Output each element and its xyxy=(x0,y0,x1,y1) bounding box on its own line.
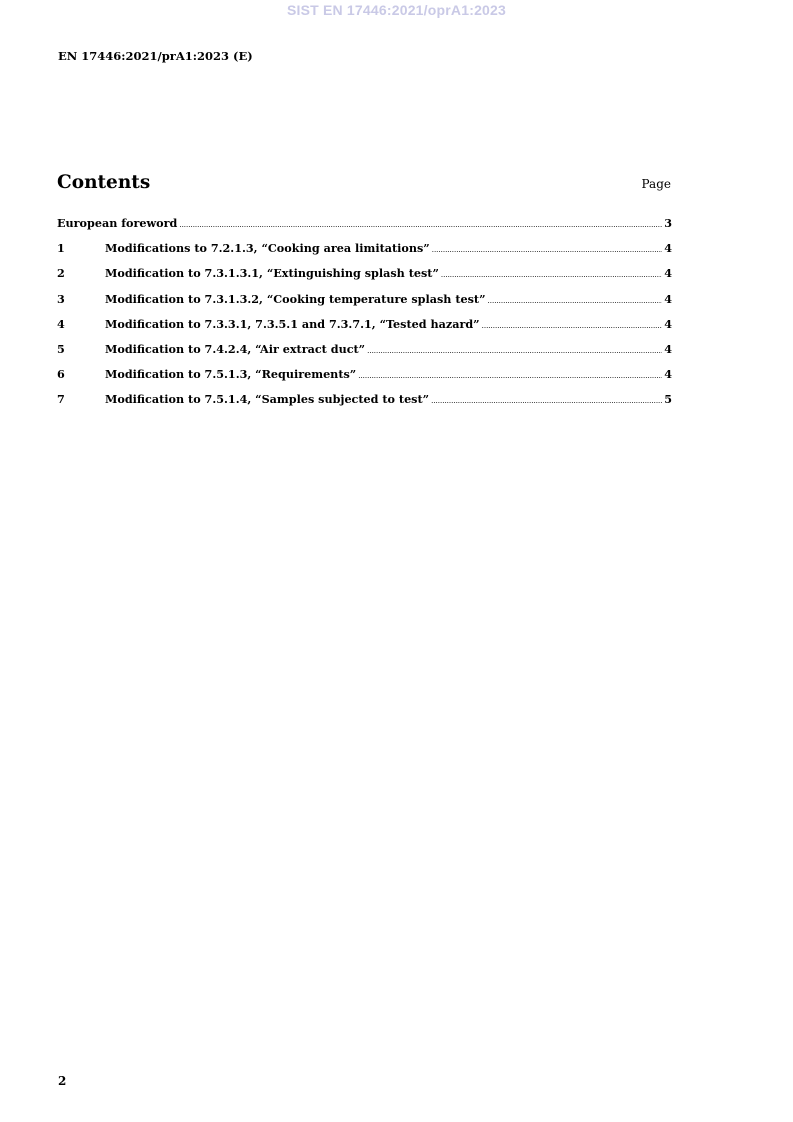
toc-leader-dots xyxy=(482,318,663,331)
toc-entry-title: Modification to 7.3.1.3.2, “Cooking temperature splash test” xyxy=(105,291,486,306)
toc-entry-title: European foreword xyxy=(57,216,178,230)
toc-entry-page: 4 xyxy=(664,367,672,382)
toc-entry-title: Modifications to 7.2.1.3, “Cooking area limitations” xyxy=(105,241,430,256)
toc-entry-title: Modification to 7.3.3.1, 7.3.5.1 and 7.3.7.1, “Tested hazard” xyxy=(105,316,480,331)
toc-entry-number: 6 xyxy=(57,367,65,382)
table-of-contents xyxy=(57,216,672,418)
toc-entry-number: 2 xyxy=(57,266,65,281)
page-number: 2 xyxy=(58,1074,67,1088)
toc-entry-title: Modification to 7.5.1.4, “Samples subjected to test” xyxy=(105,392,430,407)
page-column-label: Page xyxy=(641,177,671,191)
toc-entry-page: 4 xyxy=(664,316,672,331)
toc-leader-dots xyxy=(431,393,662,406)
toc-entry-4[interactable] xyxy=(57,317,672,342)
toc-entry-6[interactable] xyxy=(57,367,672,392)
toc-entry-2[interactable] xyxy=(57,266,672,291)
toc-leader-dots xyxy=(441,267,662,280)
contents-title: Contents xyxy=(57,172,151,193)
toc-entry-page: 4 xyxy=(664,266,672,281)
toc-entry-page: 5 xyxy=(664,392,672,407)
watermark: SIST EN 17446:2021/oprA1:2023 xyxy=(286,2,507,18)
toc-leader-dots xyxy=(179,217,662,230)
toc-leader-dots xyxy=(367,343,662,356)
document-header: EN 17446:2021/prA1:2023 (E) xyxy=(58,49,253,63)
toc-entry-page: 4 xyxy=(664,341,672,356)
toc-entry-number: 3 xyxy=(57,291,65,306)
toc-entry-number: 5 xyxy=(57,341,65,356)
toc-entry-5[interactable] xyxy=(57,342,672,367)
toc-entry-7[interactable] xyxy=(57,392,672,417)
toc-entry-1[interactable] xyxy=(57,241,672,266)
toc-entry-number: 1 xyxy=(57,241,65,256)
toc-entry-page: 4 xyxy=(664,291,672,306)
toc-entry-number: 4 xyxy=(57,316,65,331)
toc-leader-dots xyxy=(488,293,663,306)
toc-entry-3[interactable] xyxy=(57,292,672,317)
toc-entry-title: Modification to 7.5.1.3, “Requirements” xyxy=(105,367,357,382)
toc-entry-title: Modification to 7.3.1.3.1, “Extinguishing splash test” xyxy=(105,266,439,281)
toc-entry-title: Modification to 7.4.2.4, “Air extract duct” xyxy=(105,341,366,356)
toc-leader-dots xyxy=(358,368,662,381)
toc-entry-number: 7 xyxy=(57,392,65,407)
toc-entry-page: 3 xyxy=(664,216,672,230)
toc-leader-dots xyxy=(432,242,662,255)
toc-entry-foreword[interactable] xyxy=(57,216,672,241)
toc-entry-page: 4 xyxy=(664,241,672,256)
